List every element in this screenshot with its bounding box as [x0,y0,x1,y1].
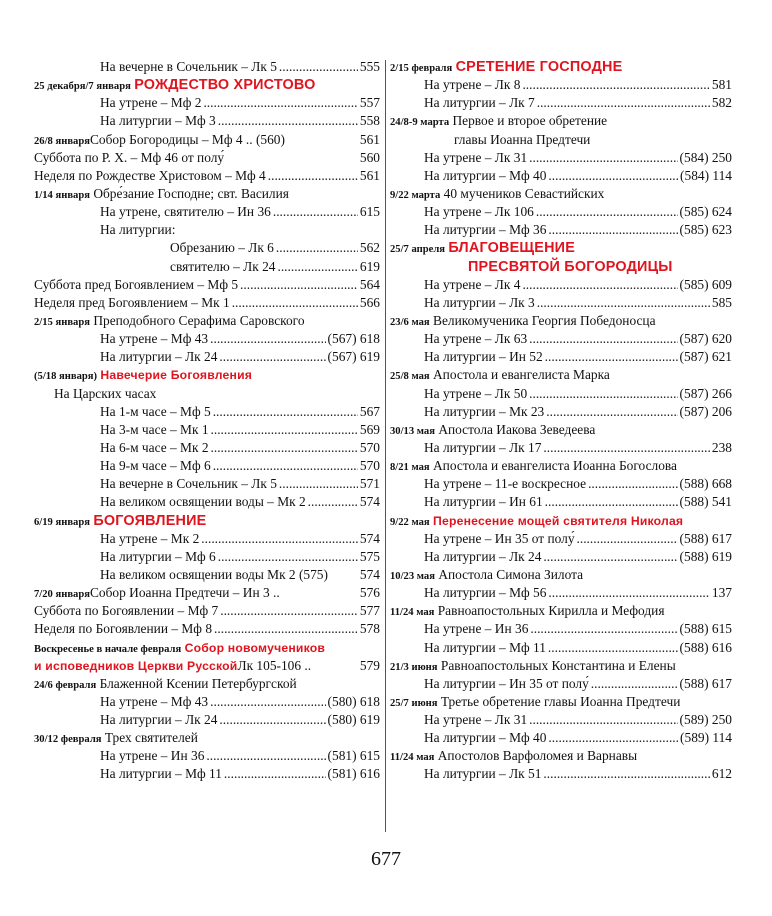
dot-leader [220,602,358,620]
dot-leader [548,221,677,239]
index-line-r11 [390,239,732,257]
dot-leader [203,94,357,112]
reading-text: Первое и второе обретение [452,113,608,129]
page-reference: 562 [359,240,380,256]
index-line-r13 [390,276,732,294]
index-line-r40 [390,765,732,783]
index-line-r26 [390,512,732,530]
reading-text: Суббота пред Богоявлением – Мф 5 [34,276,239,292]
index-line-l23 [34,457,380,475]
page-reference: (589) 114 [680,730,732,746]
feast-date: 30/13 мая [390,425,435,437]
feast-date: 9/22 марта [390,189,441,201]
feast-title: Перенесение мощей святителя Николая [433,513,684,528]
index-line-l14 [34,294,380,312]
reading-text: На литургии – Мф 40 [424,730,547,746]
page-reference: 566 [359,294,380,310]
index-line-l24 [34,475,380,493]
feast-title: ПРЕСВЯТОЙ БОГОРОДИЦЫ [468,258,673,275]
index-line-r2 [390,76,732,94]
page-reference: 238 [711,439,732,455]
page-reference: 612 [711,766,732,782]
dot-leader [218,548,358,566]
feast-date: Воскресенье в начале февраля [34,643,182,655]
dot-leader [240,276,358,294]
reading-text: На утрене – Ин 36 [100,748,205,764]
page-reference: 561 [359,167,380,183]
index-line-l2 [34,76,380,94]
page-reference: (588) 617 [679,675,732,691]
index-line-r7 [390,167,732,185]
index-line-l38 [34,729,380,747]
page-reference: (589) 250 [679,712,732,728]
page-reference: (581) 616 [327,766,380,782]
index-line-l30 [34,584,380,602]
feast-title: БЛАГОВЕЩЕНИЕ [448,240,575,257]
dot-leader [279,58,358,76]
dot-leader [522,276,677,294]
reading-text: На литургии – Ин 35 от полу́ [424,675,589,691]
page-reference: 581 [711,77,732,93]
index-line-r27 [390,530,732,548]
dot-leader [210,330,325,348]
index-line-l31 [34,602,380,620]
reading-text: Апостола Симона Зилота [438,566,584,582]
reading-text: На утрене – Мф 43 [100,331,209,347]
reading-text: На утрене – Мк 2 [100,530,200,546]
reading-text: Равноапостольных Константина и Елены [440,657,676,673]
reading-text: На литургии – Лк 17 [424,439,542,455]
reading-text: На литургии – Мф 40 [424,167,547,183]
index-line-r24 [390,475,732,493]
page-reference: 585 [711,294,732,310]
page-reference: 561 [359,131,380,147]
dot-leader [543,765,709,783]
index-line-l28 [34,548,380,566]
reading-text: На утрене – Лк 8 [424,77,521,93]
page-reference: 582 [711,95,732,111]
reading-text: Блаженной Ксении Петербургской [99,675,297,691]
reading-text: На великом освящении воды Мк 2 (575) [100,566,328,582]
reading-text: Неделя пред Богоявлением – Мк 1 [34,294,230,310]
page-reference: (580) 619 [327,712,380,728]
index-line-r30 [390,584,732,602]
index-line-l25 [34,493,380,511]
page-reference: 577 [359,603,380,619]
index-line-r23 [390,457,732,475]
dot-leader [543,439,709,457]
dot-leader [213,403,358,421]
reading-text: На утрене, святителю – Ин 36 [100,204,271,220]
reading-text: Собор Иоанна Предтечи – Ин 3 .. [89,585,280,601]
index-line-r21 [390,421,732,439]
reading-text: На литургии – Мф 36 [424,222,547,238]
feast-date: 25/7 апреля [390,244,446,256]
index-line-l13 [34,276,380,294]
page-reference: 570 [359,458,380,474]
dot-leader [548,639,678,657]
feast-date: 11/24 мая [390,607,435,619]
reading-text: На литургии – Лк 51 [424,766,542,782]
reading-text: Обрезанию – Лк 6 [170,240,274,256]
dot-leader [591,675,678,693]
reading-text: На литургии: [100,222,176,238]
page-reference: 578 [359,621,380,637]
index-line-l26 [34,512,380,530]
right-column [390,58,732,784]
reading-text: На утрене – Мф 2 [100,95,202,111]
reading-text: На утрене – Лк 31 [424,149,528,165]
dot-leader [268,167,358,185]
index-line-r35 [390,675,732,693]
index-line-r1 [390,58,732,76]
reading-text: Апостолов Варфоломея и Варнавы [437,748,638,764]
index-line-r20 [390,403,732,421]
reading-text: На литургии – Ин 52 [424,349,543,365]
page-reference: 574 [359,530,380,546]
index-line-l34 [34,657,380,675]
feast-date: 25/7 июня [390,697,438,709]
reading-text: На литургии – Мф 11 [424,639,546,655]
reading-text: На литургии – Мф 11 [100,766,222,782]
index-line-r29 [390,566,732,584]
dot-leader [276,239,358,257]
index-line-r15 [390,312,732,330]
page-reference: (587) 266 [679,385,732,401]
index-line-l11 [34,239,380,257]
index-line-l5 [34,131,380,149]
index-line-r8 [390,185,732,203]
index-line-l33 [34,639,380,657]
index-line-r10 [390,221,732,239]
reading-text: На литургии – Мф 6 [100,548,216,564]
index-line-r36 [390,693,732,711]
dot-leader [545,493,678,511]
feast-date: 23/6 мая [390,316,430,328]
page-reference: (588) 616 [679,639,732,655]
reading-text: Апостола и евангелиста Иоанна Богослова [433,458,677,474]
dot-leader [522,76,709,94]
feast-date: 6/19 января [34,516,90,528]
page-reference: (567) 619 [327,349,380,365]
feast-date: 30/12 февраля [34,734,102,746]
page-reference: 615 [359,204,380,220]
feast-date: 8/21 мая [390,462,430,474]
page-reference: (584) 250 [679,149,732,165]
index-line-l32 [34,620,380,638]
dot-leader [548,584,709,602]
dot-leader [546,403,677,421]
dot-leader [548,729,678,747]
page-reference: 574 [359,566,380,582]
index-line-l7 [34,167,380,185]
page-reference: 564 [359,276,380,292]
index-line-l39 [34,747,380,765]
page-reference: 555 [359,59,380,74]
dot-leader [218,112,358,130]
dot-leader [224,765,326,783]
feast-date: 7/20 января [34,589,90,601]
reading-text: Суббота по Р. Х. – Мф 46 от полу́ [34,149,225,165]
index-line-l40 [34,765,380,783]
reading-text: На 9-м часе – Мф 6 [100,458,211,474]
feast-date: 9/22 мая [390,516,430,528]
dot-leader [537,294,710,312]
reading-text: На утрене – Мф 43 [100,693,209,709]
dot-leader [529,385,677,403]
index-line-l19 [34,385,380,403]
index-line-l36 [34,693,380,711]
index-line-r6 [390,149,732,167]
dot-leader [219,348,325,366]
dot-leader [577,530,678,548]
reading-text: На утрене – Лк 4 [424,276,521,292]
index-line-r22 [390,439,732,457]
index-line-l18 [34,366,380,384]
feast-date: 25/8 мая [390,371,430,383]
feast-title: Навечерие Богоявления [100,368,253,383]
page-reference: (588) 617 [679,530,732,546]
reading-text: На литургии – Мф 56 [424,585,547,601]
page-reference: 571 [359,476,380,492]
dot-leader [530,620,677,638]
dot-leader [232,294,358,312]
reading-text: На 3-м часе – Мк 1 [100,421,209,437]
left-column [34,58,380,784]
feast-title: РОЖДЕСТВО ХРИСТОВО [134,77,316,94]
page-reference: 575 [359,548,380,564]
page-reference: (584) 114 [680,167,732,183]
dot-leader [279,475,358,493]
reading-text: На литургии – Лк 3 [424,294,535,310]
dot-leader [536,203,678,221]
dot-leader [545,348,678,366]
reading-text: Апостола и евангелиста Марка [433,367,610,383]
dot-leader [213,457,358,475]
feast-date: 11/24 мая [390,752,435,764]
page-reference: (587) 620 [679,331,732,347]
index-line-l15 [34,312,380,330]
index-line-l1 [34,58,380,76]
index-line-r25 [390,493,732,511]
feast-date: 10/23 мая [390,570,435,582]
reading-text: Третье обретение главы Иоанна Предтечи [440,693,681,709]
feast-date: 25 декабря/7 января [34,81,131,93]
page-reference: 567 [359,403,380,419]
reading-text: Неделя по Рождестве Христовом – Мф 4 [34,167,266,183]
page-reference: (588) 615 [679,621,732,637]
index-line-r31 [390,602,732,620]
page-reference: (587) 206 [679,403,732,419]
page-reference: 579 [359,657,380,673]
index-line-r38 [390,729,732,747]
page-reference: 576 [359,585,380,601]
reading-text: Великомученика Георгия Победоносца [433,312,656,328]
dot-leader [529,711,677,729]
reading-text: Апостола Иакова Зеведеева [438,421,596,437]
reading-text: На вечерне в Сочельник – Лк 5 [100,476,277,492]
reading-text: Лк 105-106 .. [237,657,312,673]
index-line-l3 [34,94,380,112]
reading-text: На литургии – Мк 23 [424,403,545,419]
reading-text: 40 мучеников Севастийских [443,185,605,201]
dot-leader [206,747,325,765]
index-line-l37 [34,711,380,729]
index-line-l29 [34,566,380,584]
index-line-l9 [34,203,380,221]
index-line-r37 [390,711,732,729]
dot-leader [273,203,358,221]
reading-text: На литургии – Лк 24 [424,548,542,564]
page-reference: 574 [359,494,380,510]
page-reference: 619 [359,258,380,274]
dot-leader [201,530,358,548]
feast-title: Собор новомучеников [184,640,326,655]
index-line-r18 [390,366,732,384]
dot-leader [548,167,678,185]
dot-leader [210,693,325,711]
dot-leader [211,439,358,457]
page-reference: 560 [359,149,380,165]
dot-leader [214,620,358,638]
reading-text: Обре́зание Господне; свт. Василия [93,185,289,201]
feast-title: СРЕТЕНИЕ ГОСПОДНЕ [455,59,623,75]
dot-leader [588,475,677,493]
feast-date: 2/15 февраля [390,63,453,74]
reading-text: На великом освящении воды – Мк 2 [100,494,306,510]
feast-title: БОГОЯВЛЕНИЕ [93,512,207,529]
reading-text: Трех святителей [104,730,198,746]
index-line-r5 [390,131,732,149]
reading-text: главы Иоанна Предтечи [454,131,591,147]
index-line-l4 [34,112,380,130]
page-reference: 557 [359,95,380,111]
dot-leader [529,149,677,167]
reading-text: На литургии – Лк 24 [100,349,218,365]
reading-text: На Царских часах [54,385,157,401]
reading-text: На 1-м часе – Мф 5 [100,403,211,419]
index-line-l6 [34,149,380,167]
page-reference: 558 [359,113,380,129]
reading-text: На литургии – Ин 61 [424,494,543,510]
index-line-l35 [34,675,380,693]
index-line-r34 [390,657,732,675]
index-line-l8 [34,185,380,203]
feast-date: 26/8 января [34,135,90,147]
reading-text: На утрене – Ин 36 [424,621,529,637]
page-reference: 570 [359,439,380,455]
index-line-r4 [390,112,732,130]
page-reference: (581) 615 [327,748,380,764]
feast-date: 21/3 июня [390,661,438,673]
feast-date: 24/6 февраля [34,679,97,691]
feast-date: 24/8-9 марта [390,117,450,129]
index-line-l20 [34,403,380,421]
index-line-r39 [390,747,732,765]
index-line-r32 [390,620,732,638]
reading-text: На литургии – Лк 7 [424,95,535,111]
feast-date: 2/15 января [34,316,90,328]
reading-text: На 6-м часе – Мк 2 [100,439,209,455]
page-reference: (585) 609 [679,276,732,292]
reading-text: На литургии – Лк 24 [100,712,218,728]
page-reference: (585) 623 [679,222,732,238]
index-line-r28 [390,548,732,566]
index-line-l12 [34,258,380,276]
column-divider [385,60,386,832]
dot-leader [537,94,710,112]
dot-leader [277,258,357,276]
feast-date: (5/18 января) [34,371,98,383]
reading-text: На утрене – Лк 31 [424,712,528,728]
reading-text: На утрене – Лк 63 [424,331,528,347]
reading-text: Преподобного Серафима Саровского [93,312,305,328]
dot-leader [308,493,358,511]
index-line-l17 [34,348,380,366]
reading-text: Равноапостольных Кирилла и Мефодия [437,603,665,619]
dot-leader [529,330,677,348]
index-line-r3 [390,94,732,112]
index-line-r33 [390,639,732,657]
reading-text: На вечерне в Сочельник – Лк 5 [100,59,277,74]
reading-text: На утрене – 11-е воскресное [424,476,587,492]
index-line-r17 [390,348,732,366]
dot-leader [211,421,358,439]
reading-text: На утрене – Лк 106 [424,204,534,220]
index-line-l10 [34,221,380,239]
page-number: 677 [371,848,401,870]
reading-text: На утрене – Ин 35 от полу́ [424,530,575,546]
index-line-l22 [34,439,380,457]
page-reference: 569 [359,421,380,437]
reading-text: На литургии – Мф 3 [100,113,216,129]
index-line-r19 [390,385,732,403]
page-reference: (580) 618 [327,693,380,709]
index-line-r14 [390,294,732,312]
index-line-l21 [34,421,380,439]
index-line-r16 [390,330,732,348]
dot-leader [543,548,677,566]
reading-text: святителю – Лк 24 [170,258,276,274]
page-reference: (588) 668 [679,476,732,492]
index-line-r9 [390,203,732,221]
reading-text: Неделя по Богоявлении – Мф 8 [34,621,213,637]
reading-text: Собор Богородицы – Мф 4 .. (560) [89,131,285,147]
feast-title: и исповедников Церкви Русской [34,658,238,673]
index-line-l16 [34,330,380,348]
page-reference: (567) 618 [327,331,380,347]
reading-text: На утрене – Лк 50 [424,385,528,401]
page-reference: (588) 541 [679,494,732,510]
index-line-r12 [390,258,732,276]
index-line-l27 [34,530,380,548]
page-reference: (587) 621 [679,349,732,365]
dot-leader [219,711,325,729]
page-reference: (588) 619 [679,548,732,564]
feast-date: 1/14 января [34,189,90,201]
reading-text: Суббота по Богоявлении – Мф 7 [34,603,219,619]
page-reference: (585) 624 [679,204,732,220]
page-reference: 137 [711,585,732,601]
